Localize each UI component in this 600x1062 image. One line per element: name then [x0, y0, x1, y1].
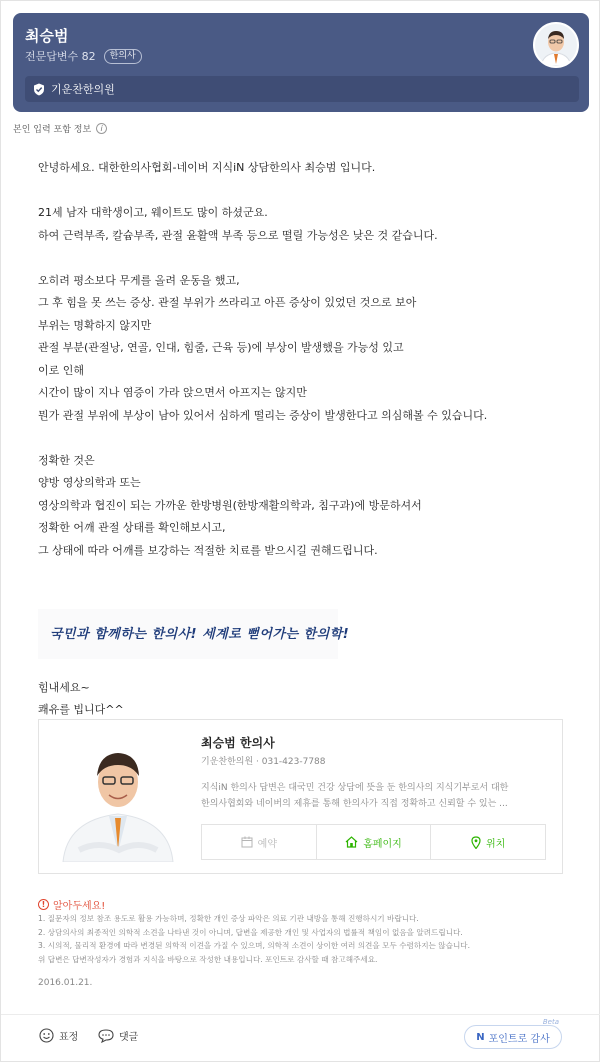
home-icon	[345, 836, 358, 848]
notice-list	[38, 912, 578, 966]
answer-line: 뭔가 관절 부위에 부상이 남아 있어서 심하게 떨리는 증상이 발생한다고 의심해볼 수 있습니다.	[38, 408, 488, 422]
notice-item: 위 답변은 답변작성자가 경험과 지식을 바탕으로 작성한 내용입니다. 포인트로 감사할 때 참고해주세요.	[38, 954, 378, 964]
location-pin-icon	[471, 836, 481, 849]
comment-icon	[98, 1029, 114, 1043]
reserve-label: 예약	[257, 838, 277, 850]
answer-line: 시간이 많이 지나 염증이 가라 앉으면서 아프지는 않지만	[38, 386, 307, 399]
org-name: 기운찬한의원	[51, 83, 115, 96]
emoji-button[interactable]	[39, 1028, 78, 1043]
answer-line: 부위는 명확하지 않지만	[38, 318, 152, 332]
blank-line	[38, 427, 568, 450]
closing-line: 힘내세요~	[38, 681, 90, 694]
location-label: 위치	[486, 838, 506, 850]
emoji-label: 표정	[59, 1032, 79, 1043]
expert-header-card	[13, 13, 589, 112]
answer-line: 양방 영상의학과 또는	[38, 476, 141, 489]
answer-date: 2016.01.21.	[38, 978, 93, 988]
beta-label: Beta	[542, 1018, 559, 1026]
avatar[interactable]	[533, 22, 579, 68]
answer-count: 전문답변수 82	[25, 50, 96, 63]
answer-line: 정확한 어깨 관절 상태를 확인해보시고,	[38, 521, 226, 534]
notice-item: 2. 상담의사의 최종적인 의학적 소견을 나타낸 것이 아니며, 답변을 제공한 개인 및 사업자의 법률적 책임이 없음을 알려드립니다.	[38, 927, 463, 937]
doctor-name[interactable]: 최승범 한의사	[201, 736, 275, 750]
comment-button[interactable]	[98, 1028, 138, 1043]
closing-lines	[38, 677, 124, 721]
answer-line: 하여 근력부족, 칼슘부족, 관절 윤활액 부족 등으로 떨릴 가능성은 낮은 것 같습니다.	[38, 228, 438, 242]
blank-line	[38, 180, 568, 203]
answer-line: 21세 남자 대학생이고, 웨이트도 많이 하셨군요.	[38, 206, 268, 219]
expert-meta	[25, 48, 142, 64]
doctor-photo-icon	[59, 732, 177, 862]
closing-line: 쾌유를 빕니다^^	[38, 703, 124, 716]
answer-line: 오히려 평소보다 무게를 올려 운동을 했고,	[38, 273, 240, 287]
point-thanks-label: 포인트로 감사	[488, 1033, 550, 1045]
self-info	[13, 122, 107, 135]
answer-line: 영상의학과 협진이 되는 가까운 한방병원(한방재활의학과, 침구과)에 방문하셔서	[38, 498, 422, 512]
point-thanks-button[interactable]	[464, 1018, 562, 1049]
answer-line: 이로 인해	[38, 363, 85, 377]
doctor-badge: 한의사	[104, 49, 142, 64]
doctor-description	[201, 780, 546, 812]
homepage-button[interactable]	[316, 825, 431, 859]
notice-title	[38, 897, 105, 912]
notice-item: 1. 질문자의 정보 참조 용도로 활용 가능하며, 정확한 개인 증상 파악은 의료 기관 내방을 통해 진행하시기 바랍니다.	[38, 914, 419, 923]
self-info-label: 본인 입력 포함 정보	[13, 125, 92, 135]
doctor-profile-card	[38, 719, 563, 874]
slogan-text: 국민과 함께하는 한의사! 세계로 뻗어가는 한의학!	[50, 627, 350, 642]
comment-label: 댓글	[119, 1032, 139, 1043]
answer-line: 안녕하세요. 대한한의사협회-네이버 지식iN 상담한의사 최승범 입니다.	[38, 161, 376, 174]
answer-line: 관절 부분(관절낭, 연골, 인대, 힘줄, 근육 등)에 부상이 발생했을 가능성 있고	[38, 341, 404, 354]
answer-body	[38, 157, 568, 562]
profile-actions	[201, 824, 546, 860]
notice-title-text: 알아두세요!	[53, 901, 106, 912]
notice-item: 3. 시의적, 물리적 환경에 따라 변경된 의학적 이견을 가질 수 있으며, 의학적 소견이 상이한 여러 의견을 모두 수렴하지는 않습니다.	[38, 941, 471, 950]
blank-line	[38, 247, 568, 270]
info-icon[interactable]: i	[96, 123, 107, 134]
warning-icon: !	[38, 899, 49, 910]
answer-line: 그 후 힘을 못 쓰는 증상. 관절 부위가 쓰라리고 아픈 증상이 있었던 것으로 보아	[38, 296, 417, 309]
reserve-button[interactable]	[202, 825, 316, 859]
doctor-photo[interactable]	[59, 732, 177, 862]
calendar-icon	[241, 836, 253, 848]
clinic-info: 기운찬한의원 · 031-423-7788	[201, 757, 326, 767]
doctor-avatar-icon	[535, 24, 577, 66]
org-bar[interactable]	[25, 76, 579, 102]
description-line: 지식iN 한의사 답변은 대국민 건강 상담에 뜻을 둔 한의사의 지식기부로서 대한	[201, 783, 509, 793]
location-button[interactable]	[430, 825, 545, 859]
answer-line: 그 상태에 따라 어깨를 보강하는 적절한 치료를 받으시길 권해드립니다.	[38, 543, 378, 557]
shield-check-icon	[33, 83, 45, 96]
slogan-image	[38, 609, 350, 659]
expert-name[interactable]: 최승범	[25, 27, 69, 45]
homepage-label: 홈페이지	[363, 838, 402, 850]
naver-n-icon: N	[476, 1031, 485, 1043]
divider	[1, 1014, 600, 1015]
description-line: 한의사협회와 네이버의 제휴를 통해 한의사가 직접 정확하고 신뢰할 수 있는 ...	[201, 799, 508, 809]
answer-line: 정확한 것은	[38, 453, 95, 467]
smile-icon	[39, 1028, 54, 1043]
